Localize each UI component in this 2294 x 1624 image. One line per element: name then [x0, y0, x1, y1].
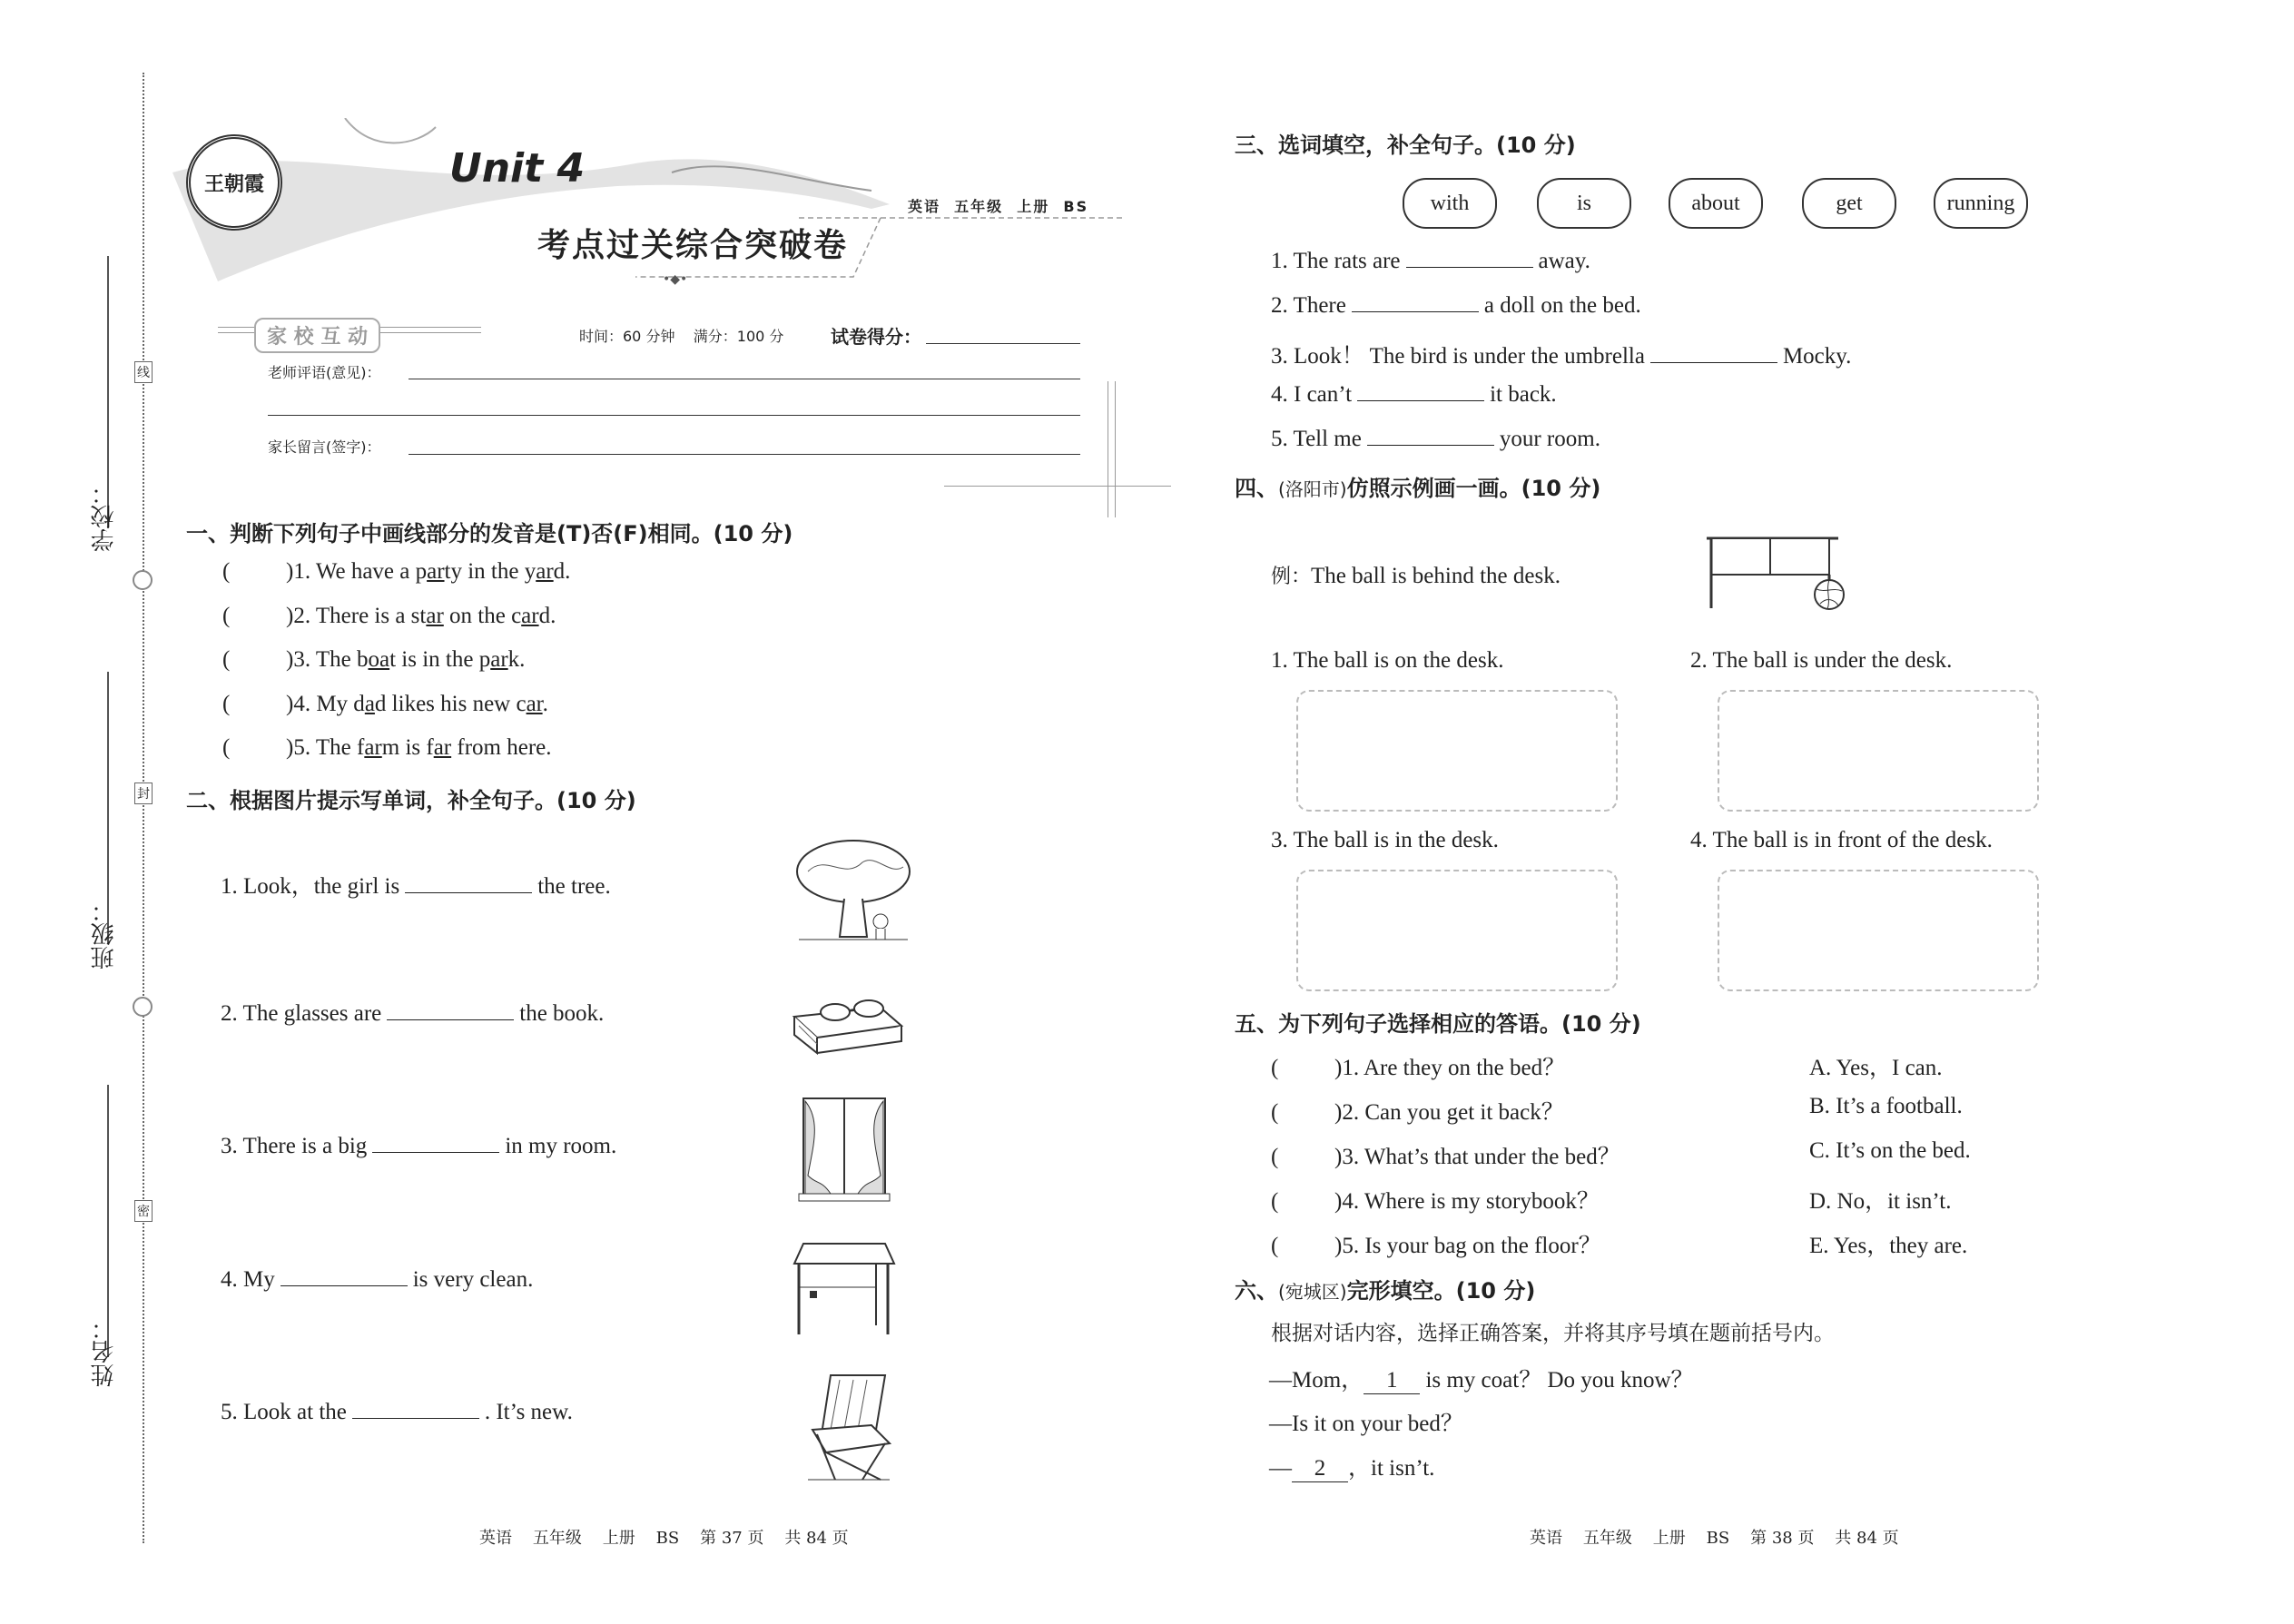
pronunciation-item: ( )1. We have a party in the yard. — [222, 559, 571, 584]
draw-prompt-4: 4. The ball is in front of the desk. — [1690, 828, 1993, 852]
section6-title-text: 完形填空。(10 分) — [1346, 1278, 1536, 1304]
word-fill-item: 5. Tell me your room. — [1271, 427, 1600, 451]
answer-blank[interactable] — [1357, 399, 1484, 401]
word-cloud-is: is — [1537, 178, 1631, 229]
match-question: ( )4. Where is my storybook？ — [1271, 1189, 1600, 1214]
dialogue-line-2: —Is it on your bed？ — [1269, 1412, 1463, 1436]
section4-title-text: 仿照示例画一画。(10 分) — [1346, 476, 1601, 501]
answer-paren[interactable]: ( — [222, 735, 231, 760]
score-field[interactable] — [926, 343, 1080, 344]
subject-grade-label: 英语 五年级 上册 BS — [908, 198, 1089, 215]
home-school-label: 家 校 互 动 — [254, 318, 380, 353]
match-answer: D. No，it isn’t. — [1809, 1189, 1952, 1214]
underlined-sound: ar — [536, 559, 554, 584]
picture-fill-item: 2. The glasses are the book. — [221, 1000, 605, 1026]
underlined-sound: ar — [521, 603, 539, 628]
answer-blank[interactable] — [1650, 361, 1777, 363]
match-answer: C. It’s on the bed. — [1809, 1138, 1971, 1163]
answer-blank[interactable] — [1352, 310, 1479, 312]
binding-hole-2 — [133, 997, 153, 1017]
seal-mark-1: 线 — [134, 361, 153, 383]
binding-dotted-line — [143, 73, 144, 1543]
section3-title: 三、选词填空，补全句子。(10 分) — [1235, 133, 1576, 158]
picture-fill-item: 4. My is very clean. — [221, 1266, 534, 1292]
underlined-sound: ar — [433, 735, 452, 760]
footer-right: 英语 五年级 上册 BS 第 38 页 共 84 页 — [1530, 1529, 1899, 1548]
draw-prompt-3: 3. The ball is in the desk. — [1271, 828, 1499, 852]
underlined-sound: oa — [368, 647, 390, 672]
pronunciation-item: ( )4. My dad likes his new car. — [222, 691, 548, 716]
section6-title — [1235, 1273, 1535, 1304]
footer-left: 英语 五年级 上册 BS 第 37 页 共 84 页 — [479, 1529, 849, 1548]
section6-instruction: 根据对话内容，选择正确答案，并将其序号填在题前括号内。 — [1271, 1322, 1835, 1345]
pronunciation-item: ( )5. The farm is far from here. — [222, 735, 552, 760]
window-icon — [794, 1094, 894, 1207]
answer-blank[interactable] — [387, 1019, 514, 1020]
match-answer: A. Yes，I can. — [1809, 1056, 1943, 1080]
section6-region-tag: (宛城区) — [1278, 1281, 1347, 1303]
teacher-comment-field-2[interactable] — [268, 415, 1080, 416]
answer-paren[interactable]: ( — [1271, 1145, 1279, 1169]
draw-prompt-2: 2. The ball is under the desk. — [1690, 648, 1953, 673]
word-cloud-running: running — [1934, 178, 2028, 229]
tree-icon — [790, 835, 917, 949]
match-question: ( )3. What’s that under the bed？ — [1271, 1145, 1620, 1169]
name-label: 姓名： — [91, 1316, 118, 1387]
answer-blank[interactable] — [1367, 444, 1494, 446]
word-cloud-with: with — [1403, 178, 1497, 229]
desk-icon — [790, 1235, 899, 1343]
match-answer: E. Yes，they are. — [1809, 1234, 1968, 1258]
underlined-sound: ar — [364, 735, 382, 760]
cloze-blank-1[interactable]: 1 — [1364, 1368, 1420, 1394]
answer-blank[interactable] — [352, 1417, 479, 1419]
answer-paren[interactable]: ( — [222, 559, 231, 584]
pronunciation-item: ( )2. There is a star on the card. — [222, 603, 556, 628]
logo-badge — [186, 134, 282, 231]
word-fill-item: 3. Look！ The bird is under the umbrella Mocky. — [1271, 344, 1852, 369]
exam-subtitle: 考点过关综合突破卷 — [537, 227, 849, 264]
answer-paren[interactable]: ( — [1271, 1234, 1279, 1258]
word-cloud-get: get — [1802, 178, 1896, 229]
example-text: The ball is behind the desk. — [1311, 564, 1561, 588]
logo-text: 王朝霞 — [203, 172, 264, 196]
section2-title: 二、根据图片提示写单词，补全句子。(10 分) — [186, 788, 636, 813]
answer-paren[interactable]: ( — [222, 647, 231, 672]
seal-mark-2: 封 — [134, 782, 153, 804]
match-question: ( )1. Are they on the bed？ — [1271, 1056, 1566, 1080]
word-fill-item: 1. The rats are away. — [1271, 249, 1590, 273]
section5-title: 五、为下列句子选择相应的答语。(10 分) — [1235, 1011, 1641, 1037]
word-fill-item: 2. There a doll on the bed. — [1271, 293, 1641, 318]
section1-title: 一、判断下列句子中画线部分的发音是(T)否(F)相同。(10 分) — [186, 521, 793, 546]
class-label: 班级： — [91, 899, 118, 969]
binding-hole-1 — [133, 570, 153, 590]
section4-example — [1271, 561, 1561, 589]
section4-region-tag: (洛阳市) — [1278, 478, 1347, 500]
answer-paren[interactable]: ( — [1271, 1056, 1279, 1080]
school-label: 学校： — [91, 481, 118, 552]
word-cloud-about: about — [1669, 178, 1763, 229]
dialogue-line-3: — 2 ，it isn’t. — [1269, 1456, 1435, 1481]
glasses-on-book-icon — [785, 985, 908, 1058]
underlined-sound: ar — [426, 603, 444, 628]
underlined-sound: ar — [490, 647, 508, 672]
answer-paren[interactable]: ( — [222, 691, 231, 716]
answer-blank[interactable] — [281, 1284, 408, 1286]
example-label: 例： — [1271, 566, 1312, 588]
answer-blank[interactable] — [405, 891, 532, 893]
picture-fill-item: 1. Look，the girl is the tree. — [221, 874, 611, 899]
section6-title-prefix: 六、 — [1235, 1278, 1278, 1304]
seal-mark-3: 密 — [134, 1200, 153, 1222]
draw-box-1[interactable] — [1296, 690, 1618, 812]
time-info: 时间：60 分钟 满分：100 分 — [579, 328, 784, 345]
answer-paren[interactable]: ( — [222, 603, 231, 628]
picture-fill-item: 3. There is a big in my room. — [221, 1134, 617, 1158]
draw-box-3[interactable] — [1296, 870, 1618, 991]
chair-icon — [799, 1366, 899, 1484]
match-answer: B. It’s a football. — [1809, 1094, 1963, 1118]
underlined-sound: ar — [427, 559, 445, 584]
unit-title: Unit 4 — [449, 145, 586, 192]
draw-box-4[interactable] — [1718, 870, 2039, 991]
example-desk-ball-icon — [1702, 531, 1847, 613]
answer-paren[interactable]: ( — [1271, 1100, 1279, 1125]
draw-prompt-1: 1. The ball is on the desk. — [1271, 648, 1504, 673]
draw-box-2[interactable] — [1718, 690, 2039, 812]
answer-blank[interactable] — [372, 1151, 499, 1153]
parent-comment-field[interactable] — [409, 454, 1080, 455]
match-question: ( )5. Is your bag on the floor？ — [1271, 1234, 1601, 1258]
parent-comment-label: 家长留言(签字)： — [268, 438, 381, 456]
match-question: ( )2. Can you get it back？ — [1271, 1100, 1564, 1125]
pronunciation-item: ( )3. The boat is in the park. — [222, 647, 526, 672]
answer-paren[interactable]: ( — [1271, 1189, 1279, 1214]
picture-fill-item: 5. Look at the . It’s new. — [221, 1400, 573, 1424]
score-label: 试卷得分： — [831, 326, 921, 348]
section4-title-prefix: 四、 — [1235, 476, 1278, 501]
underlined-sound: a — [364, 691, 375, 716]
dots-decoration: •◆• — [663, 272, 688, 287]
cloze-blank-2[interactable]: 2 — [1292, 1456, 1348, 1482]
answer-blank[interactable] — [1406, 266, 1533, 268]
teacher-comment-label: 老师评语(意见)： — [268, 364, 381, 381]
word-fill-item: 4. I can’t it back. — [1271, 382, 1557, 407]
section4-title — [1235, 470, 1600, 502]
underlined-sound: ar — [526, 691, 543, 716]
dialogue-line-1: —Mom， 1 is my coat？ Do you know？ — [1269, 1368, 1694, 1393]
